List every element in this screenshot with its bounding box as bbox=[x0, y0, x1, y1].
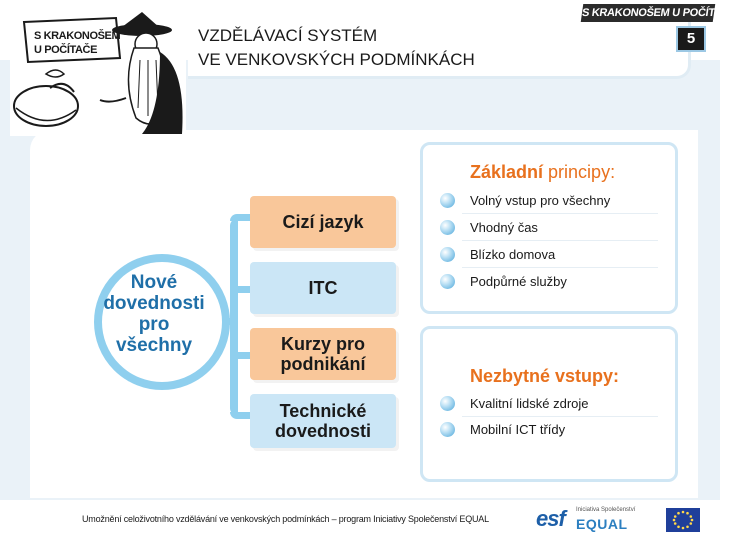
principle-item: Volný vstup pro všechny bbox=[470, 193, 611, 208]
connector-vertical bbox=[230, 218, 238, 416]
item-divider bbox=[462, 416, 658, 417]
center-line: Nové bbox=[130, 272, 178, 293]
principles-heading bbox=[470, 162, 615, 183]
bullet-icon bbox=[440, 220, 455, 235]
bullet-icon bbox=[440, 422, 455, 437]
esf-logo: esf bbox=[536, 506, 565, 531]
bullet-icon bbox=[440, 193, 455, 208]
principles-heading-bold: Základní bbox=[470, 162, 544, 182]
page-title-line-2: VE VENKOVSKÝCH PODMÍNKÁCH bbox=[198, 50, 475, 69]
krakonos-cartoon-logo bbox=[10, 8, 186, 136]
bullet-icon bbox=[440, 247, 455, 262]
connector-branch-4 bbox=[230, 412, 252, 419]
inputs-heading: Nezbytné vstupy: bbox=[470, 366, 620, 386]
center-bubble-text bbox=[86, 272, 222, 356]
principles-heading-rest: principy: bbox=[548, 162, 616, 182]
principle-item: Podpůrné služby bbox=[470, 274, 567, 289]
bullet-icon bbox=[440, 274, 455, 289]
page-number-badge: 5 bbox=[676, 26, 706, 52]
connector-branch-2 bbox=[230, 286, 252, 293]
box-label: Technické bbox=[279, 401, 367, 421]
box-itc bbox=[250, 262, 396, 314]
center-line: dovednosti bbox=[103, 293, 205, 314]
connector-branch-3 bbox=[230, 352, 252, 359]
box-label: podnikání bbox=[280, 354, 366, 374]
box-label: Cizí jazyk bbox=[282, 212, 364, 232]
box-label: dovednosti bbox=[274, 421, 371, 441]
item-divider bbox=[462, 213, 658, 214]
item-divider bbox=[462, 240, 658, 241]
box-foreign-language bbox=[250, 196, 396, 248]
equal-logo: EQUAL bbox=[576, 516, 628, 532]
logo-text-line-2: U POČÍTAČE bbox=[34, 44, 98, 56]
equal-logo-caption: Iniciativa Společenství bbox=[576, 507, 636, 513]
brand-strip: S KRAKONOŠEM U POČÍTAČE bbox=[581, 4, 716, 22]
center-line: pro bbox=[138, 314, 170, 335]
box-technical-skills bbox=[250, 394, 396, 448]
box-label: ITC bbox=[308, 278, 338, 298]
principle-item: Vhodný čas bbox=[470, 220, 538, 235]
input-item: Mobilní ICT třídy bbox=[470, 422, 566, 437]
eu-flag-icon bbox=[666, 508, 700, 532]
box-label: Kurzy pro bbox=[280, 334, 365, 354]
item-divider bbox=[462, 267, 658, 268]
center-line: všechny bbox=[115, 335, 193, 356]
bullet-icon bbox=[440, 396, 455, 411]
principle-item: Blízko domova bbox=[470, 247, 556, 262]
page-title-line-1: VZDĚLÁVACÍ SYSTÉM bbox=[198, 26, 378, 45]
connector-branch-1 bbox=[230, 214, 252, 221]
box-business-courses bbox=[250, 328, 396, 380]
footer-text: Umožnění celoživotního vzdělávání ve venkovských podmínkách – program Iniciativy Společenství EQUAL bbox=[82, 514, 489, 524]
input-item: Kvalitní lidské zdroje bbox=[470, 396, 589, 411]
logo-text-line-1: S KRAKONOŠEM bbox=[34, 30, 121, 42]
